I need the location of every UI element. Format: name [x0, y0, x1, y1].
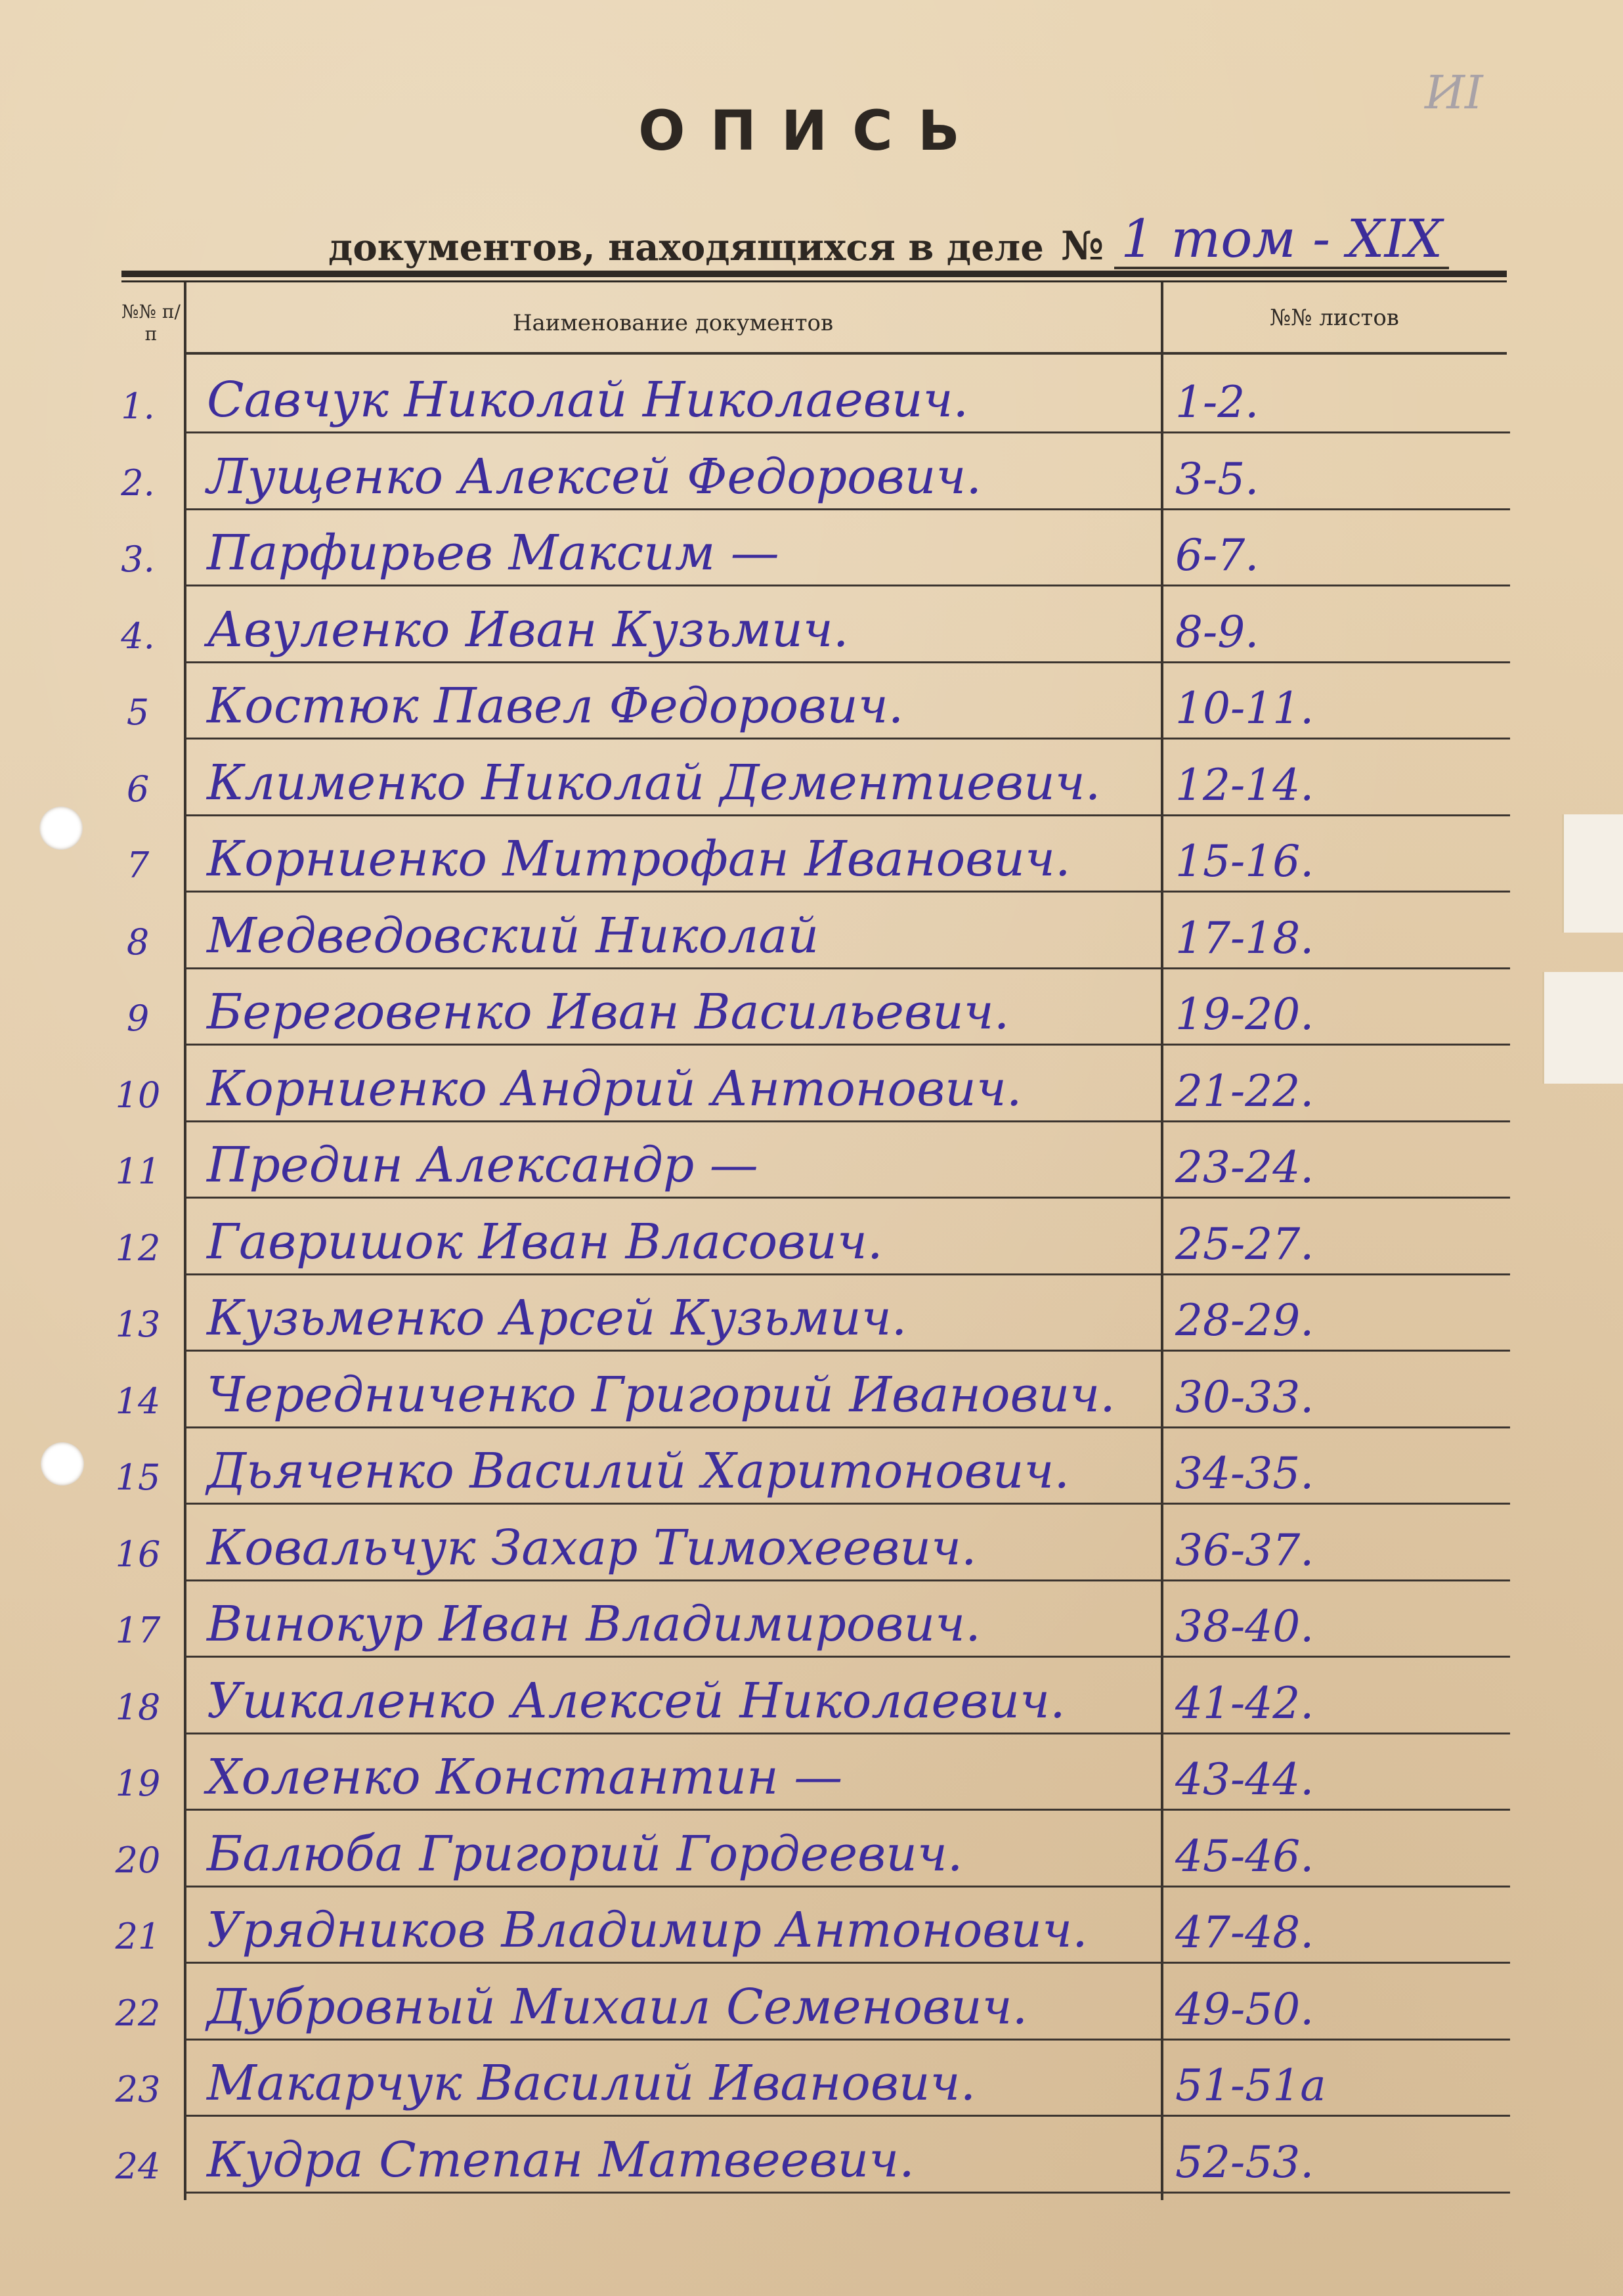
- row-document-name: Ковальчук Захар Тимохеевич.: [207, 1519, 977, 1576]
- row-sheet-range: 52-53.: [1175, 2136, 1314, 2188]
- punch-hole-bottom: [41, 1442, 84, 1486]
- row-number: 19: [115, 1763, 161, 1804]
- row-number: 16: [115, 1533, 161, 1575]
- column-header-sheets: №№ листов: [1270, 305, 1399, 331]
- row-document-name: Дьяченко Василий Харитонович.: [207, 1443, 1070, 1499]
- row-number: 3.: [121, 539, 155, 580]
- table-row: [98, 816, 1510, 893]
- row-sheet-range: 25-27.: [1175, 1218, 1314, 1269]
- table-row: [98, 1352, 1510, 1428]
- row-sheet-range: 6-7.: [1175, 530, 1259, 581]
- row-sheet-range: 8-9.: [1175, 606, 1259, 657]
- row-sheet-range: 51-51а: [1175, 2060, 1326, 2111]
- case-number: 1 том - XIX: [1114, 213, 1449, 269]
- row-number: 23: [115, 2069, 161, 2110]
- row-sheet-range: 34-35.: [1175, 1448, 1314, 1499]
- table-row: [98, 663, 1510, 740]
- table-row: [98, 1581, 1510, 1658]
- table-row: [98, 1428, 1510, 1505]
- row-number: 11: [115, 1151, 161, 1192]
- row-document-name: Корниенко Митрофан Иванович.: [207, 831, 1071, 887]
- row-number: 21: [115, 1916, 161, 1957]
- table-row: [98, 434, 1510, 510]
- row-sheet-range: 30-33.: [1175, 1371, 1314, 1423]
- row-rule: [184, 2192, 1510, 2194]
- row-document-name: Медведовский Николай: [207, 907, 819, 964]
- row-number: 4.: [121, 615, 155, 657]
- row-sheet-range: 45-46.: [1175, 1830, 1314, 1882]
- row-document-name: Дубровный Михаил Семенович.: [207, 1978, 1028, 2035]
- table-row: [98, 1505, 1510, 1581]
- torn-edge: [1542, 972, 1623, 1084]
- table-row: [98, 1964, 1510, 2041]
- row-sheet-range: 3-5.: [1175, 453, 1259, 504]
- row-sheet-range: 15-16.: [1175, 836, 1314, 887]
- row-sheet-range: 36-37.: [1175, 1524, 1314, 1576]
- row-sheet-range: 28-29.: [1175, 1295, 1314, 1346]
- row-document-name: Парфирьев Максим —: [207, 525, 779, 581]
- table-row: [98, 1888, 1510, 1964]
- row-sheet-range: 43-44.: [1175, 1754, 1314, 1805]
- document-subtitle: документов, находящихся в деле: [328, 226, 1044, 269]
- table-row: [98, 1734, 1510, 1811]
- header-rule-thick: [121, 271, 1507, 277]
- row-document-name: Кузьменко Арсей Кузьмич.: [207, 1290, 907, 1346]
- row-sheet-range: 19-20.: [1175, 989, 1314, 1040]
- table-row: [98, 1199, 1510, 1275]
- table-row: [98, 510, 1510, 586]
- row-document-name: Гавришок Иван Власович.: [207, 1213, 883, 1270]
- table-row: [98, 2117, 1510, 2194]
- row-document-name: Клименко Николай Дементиевич.: [207, 754, 1101, 811]
- header-rule-thin: [121, 280, 1507, 282]
- table-row: [98, 1658, 1510, 1734]
- row-number: 9: [126, 998, 150, 1039]
- table-row: [98, 357, 1510, 433]
- row-document-name: Предин Александр —: [207, 1137, 758, 1193]
- column-header-name: Наименование документов: [512, 310, 834, 336]
- row-sheet-range: 1-2.: [1175, 377, 1259, 428]
- row-document-name: Кудра Степан Матвеевич.: [207, 2131, 915, 2188]
- row-number: 8: [126, 921, 150, 963]
- row-number: 18: [115, 1686, 161, 1728]
- row-number: 12: [115, 1227, 161, 1269]
- row-document-name: Винокур Иван Владимирович.: [207, 1596, 981, 1652]
- row-number: 22: [115, 1992, 161, 2034]
- row-sheet-range: 49-50.: [1175, 1983, 1314, 2035]
- row-sheet-range: 41-42.: [1175, 1677, 1314, 1729]
- row-number: 14: [115, 1380, 161, 1422]
- torn-edge: [1562, 814, 1623, 933]
- number-sign: №: [1060, 223, 1104, 269]
- row-document-name: Макарчук Василий Иванович.: [207, 2055, 976, 2111]
- row-sheet-range: 47-48.: [1175, 1907, 1314, 1958]
- column-header-number: №№ п/п: [121, 301, 181, 345]
- table-row: [98, 969, 1510, 1046]
- row-document-name: Савчук Николай Николаевич.: [207, 372, 969, 428]
- row-document-name: Корниенко Андрий Антонович.: [207, 1060, 1022, 1117]
- header-bottom-rule: [184, 352, 1507, 355]
- table-row: [98, 893, 1510, 969]
- row-sheet-range: 38-40.: [1175, 1601, 1314, 1652]
- row-number: 13: [115, 1304, 161, 1345]
- table-row: [98, 1811, 1510, 1888]
- row-sheet-range: 12-14.: [1175, 759, 1314, 810]
- row-document-name: Костюк Павел Федорович.: [207, 678, 904, 734]
- row-number: 20: [115, 1839, 161, 1881]
- table-row: [98, 1275, 1510, 1352]
- row-number: 7: [126, 845, 150, 886]
- table-row: [98, 2041, 1510, 2117]
- row-number: 10: [115, 1074, 161, 1116]
- row-document-name: Балюба Григорий Гордеевич.: [207, 1825, 963, 1882]
- row-sheet-range: 10-11.: [1175, 683, 1314, 734]
- row-number: 5: [126, 692, 150, 733]
- archive-mark: ИІ: [1425, 66, 1483, 120]
- row-document-name: Береговенко Иван Васильевич.: [207, 984, 1010, 1040]
- row-sheet-range: 23-24.: [1175, 1142, 1314, 1193]
- row-document-name: Ушкаленко Алексей Николаевич.: [207, 1672, 1066, 1729]
- row-number: 15: [115, 1457, 161, 1498]
- row-number: 2.: [121, 462, 155, 504]
- document-title: ОПИСЬ: [638, 99, 985, 163]
- row-sheet-range: 21-22.: [1175, 1065, 1314, 1116]
- row-number: 6: [126, 768, 150, 810]
- punch-hole-top: [39, 806, 83, 850]
- row-number: 1.: [121, 386, 155, 427]
- subtitle-row: [328, 204, 1449, 269]
- row-document-name: Лущенко Алексей Федорович.: [207, 448, 982, 505]
- row-document-name: Холенко Константин —: [207, 1749, 843, 1805]
- table-row: [98, 1046, 1510, 1122]
- row-document-name: Авуленко Иван Кузьмич.: [207, 601, 849, 658]
- table-row: [98, 740, 1510, 816]
- row-document-name: Чередниченко Григорий Иванович.: [207, 1366, 1115, 1423]
- row-number: 24: [115, 2145, 161, 2187]
- table-row: [98, 587, 1510, 663]
- table-row: [98, 1122, 1510, 1199]
- row-document-name: Урядников Владимир Антонович.: [207, 1902, 1088, 1958]
- row-number: 17: [115, 1610, 161, 1651]
- row-sheet-range: 17-18.: [1175, 912, 1314, 963]
